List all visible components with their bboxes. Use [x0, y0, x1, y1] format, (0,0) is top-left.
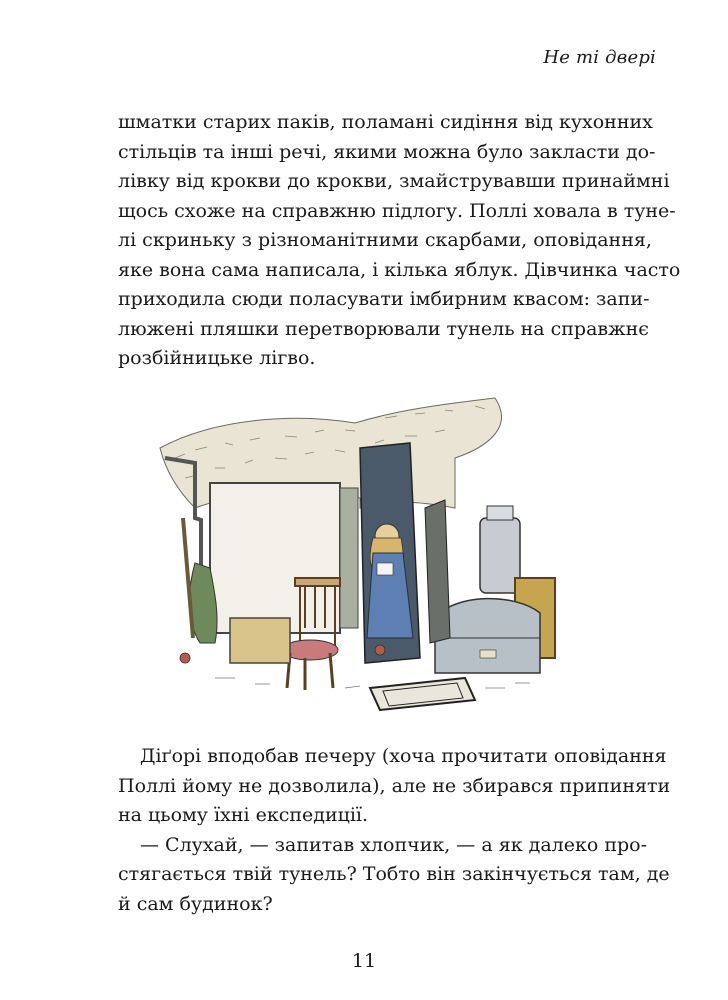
- wooden-panel: [210, 483, 340, 633]
- text-line: лівку від крокви до крокви, змайструвавши принаймні: [118, 170, 670, 192]
- floor-picture: [370, 678, 475, 710]
- attic-illustration: [155, 388, 575, 718]
- text-line: й сам будинок?: [118, 892, 273, 915]
- apple: [180, 653, 190, 663]
- text-line: — Слухай, — запитав хлопчик, — а як далеко про-: [140, 833, 647, 856]
- leaning-board: [425, 500, 450, 643]
- crate: [230, 618, 290, 663]
- text-line: приходила сюди поласувати імбирним квасом: запи-: [118, 288, 650, 310]
- paragraph-1: [118, 108, 681, 374]
- text-line: лі скриньку з різноманітними скарбами, оповідання,: [118, 229, 652, 251]
- text-line: яке вона сама написала, і кілька яблук. Дівчинка часто: [118, 258, 681, 281]
- text-line: Поллі йому не дозволила), але не збирався припиняти: [118, 774, 671, 797]
- text-line: щось схоже на справжню підлогу. Поллі ховала в туне-: [118, 199, 676, 222]
- floor-shading: [215, 678, 530, 688]
- text-line: шматки старих паків, поламані сидіння від кухонних: [118, 111, 653, 133]
- paragraph-2: [118, 742, 671, 919]
- text-line: розбійницьке лігво.: [118, 347, 316, 369]
- apple: [375, 645, 385, 655]
- text-line: на цьому їхні експедиції.: [118, 804, 369, 826]
- running-head: Не ті двері: [543, 47, 656, 68]
- trunk: [435, 599, 540, 673]
- page-number: 11: [351, 950, 377, 972]
- text-line: стягається твій тунель? Тобто він закінчується там, де: [118, 863, 670, 885]
- text-line: Діґорі вподобав печеру (хоча прочитати оповідання: [140, 745, 667, 767]
- text-line: стільців та інші речі, якими можна було закласти до-: [118, 140, 656, 163]
- text-line: люжені пляшки перетворювали тунель на справжнє: [118, 317, 649, 340]
